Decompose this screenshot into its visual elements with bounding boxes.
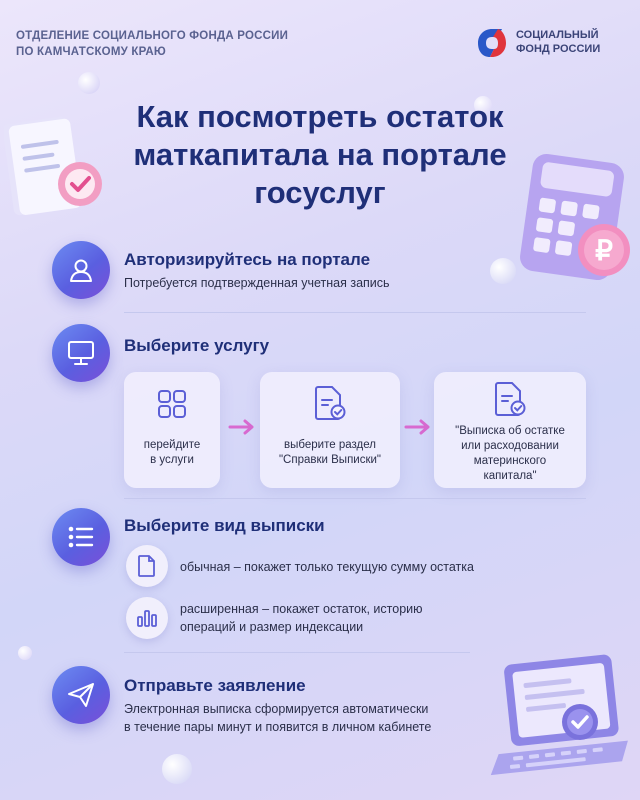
- option2-icon-circle: [126, 597, 168, 639]
- decor-bubble: [78, 72, 100, 94]
- laptop-illustration: [476, 652, 640, 800]
- file-icon: [137, 554, 157, 578]
- arrow-right-icon: [228, 418, 256, 436]
- divider: [124, 312, 586, 313]
- sfr-logo-icon: [472, 26, 512, 60]
- title-line-2: маткапитала на портале: [133, 137, 507, 172]
- svg-text:₽: ₽: [595, 235, 613, 266]
- card3-line-2: или расходовании: [461, 440, 559, 452]
- service-card-1: [124, 372, 220, 488]
- option2-text: [180, 600, 423, 636]
- card2-line-1: выберите раздел: [284, 439, 376, 451]
- monitor-icon: [67, 340, 95, 366]
- card3-line-3: материнского: [473, 455, 547, 467]
- document-check-illustration: [4, 112, 104, 224]
- bar-chart-icon: [136, 608, 158, 628]
- divider: [124, 498, 586, 499]
- list-icon: [67, 525, 95, 549]
- brand-name: [516, 28, 600, 56]
- grid-icon: [156, 388, 188, 420]
- step3-icon-circle: [52, 508, 110, 566]
- step4-line-2: в течение пары минут и появится в личном кабинете: [124, 720, 432, 734]
- option1-icon-circle: [126, 545, 168, 587]
- card3-line-4: капитала": [483, 470, 537, 482]
- card3-line-1: "Выписка об остатке: [455, 425, 565, 437]
- step2-heading: Выберите услугу: [124, 336, 270, 355]
- step4-text: [124, 700, 431, 736]
- step1-icon-circle: [52, 241, 110, 299]
- card1-line-1: перейдите: [143, 439, 201, 451]
- option1-text: обычная – покажет только текущую сумму остатка: [180, 560, 474, 574]
- divider: [124, 652, 470, 653]
- document-check-icon: [314, 384, 346, 422]
- user-icon: [68, 257, 94, 283]
- org-name: [16, 28, 288, 60]
- card2-line-2: "Справки Выписки": [278, 454, 382, 466]
- paper-plane-icon: [67, 682, 95, 708]
- org-line-2: ПО КАМЧАТСКОМУ КРАЮ: [16, 46, 166, 58]
- step4-line-1: Электронная выписка сформируется автоматически: [124, 702, 429, 716]
- arrow-right-icon: [404, 418, 432, 436]
- calculator-illustration: [516, 148, 638, 298]
- step4-heading: Отправьте заявление: [124, 676, 306, 695]
- decor-bubble: [18, 646, 32, 660]
- title-line-3: госуслуг: [254, 175, 386, 210]
- service-card-2: [260, 372, 400, 488]
- decor-bubble: [162, 754, 192, 784]
- step1-heading: Авторизируйтесь на портале: [124, 250, 371, 269]
- option2-line-1: расширенная – покажет остаток, историю: [180, 602, 423, 616]
- service-card-3: [434, 372, 586, 488]
- step2-icon-circle: [52, 324, 110, 382]
- brand-line-1: СОЦИАЛЬНЫЙ: [516, 29, 599, 41]
- org-line-1: ОТДЕЛЕНИЕ СОЦИАЛЬНОГО ФОНДА РОССИИ: [16, 30, 289, 42]
- step1-text: Потребуется подтвержденная учетная запись: [124, 276, 390, 290]
- card1-line-2: в услуги: [150, 454, 194, 466]
- page-title: [60, 98, 580, 212]
- step3-heading: Выберите вид выписки: [124, 516, 325, 535]
- decor-bubble: [490, 258, 516, 284]
- document-check-icon: [494, 380, 526, 418]
- title-line-1: Как посмотреть остаток: [136, 99, 504, 134]
- option2-line-2: операций и размер индексации: [180, 620, 364, 634]
- step4-icon-circle: [52, 666, 110, 724]
- brand-line-2: ФОНД РОССИИ: [516, 43, 601, 55]
- brand-logo: [472, 26, 632, 62]
